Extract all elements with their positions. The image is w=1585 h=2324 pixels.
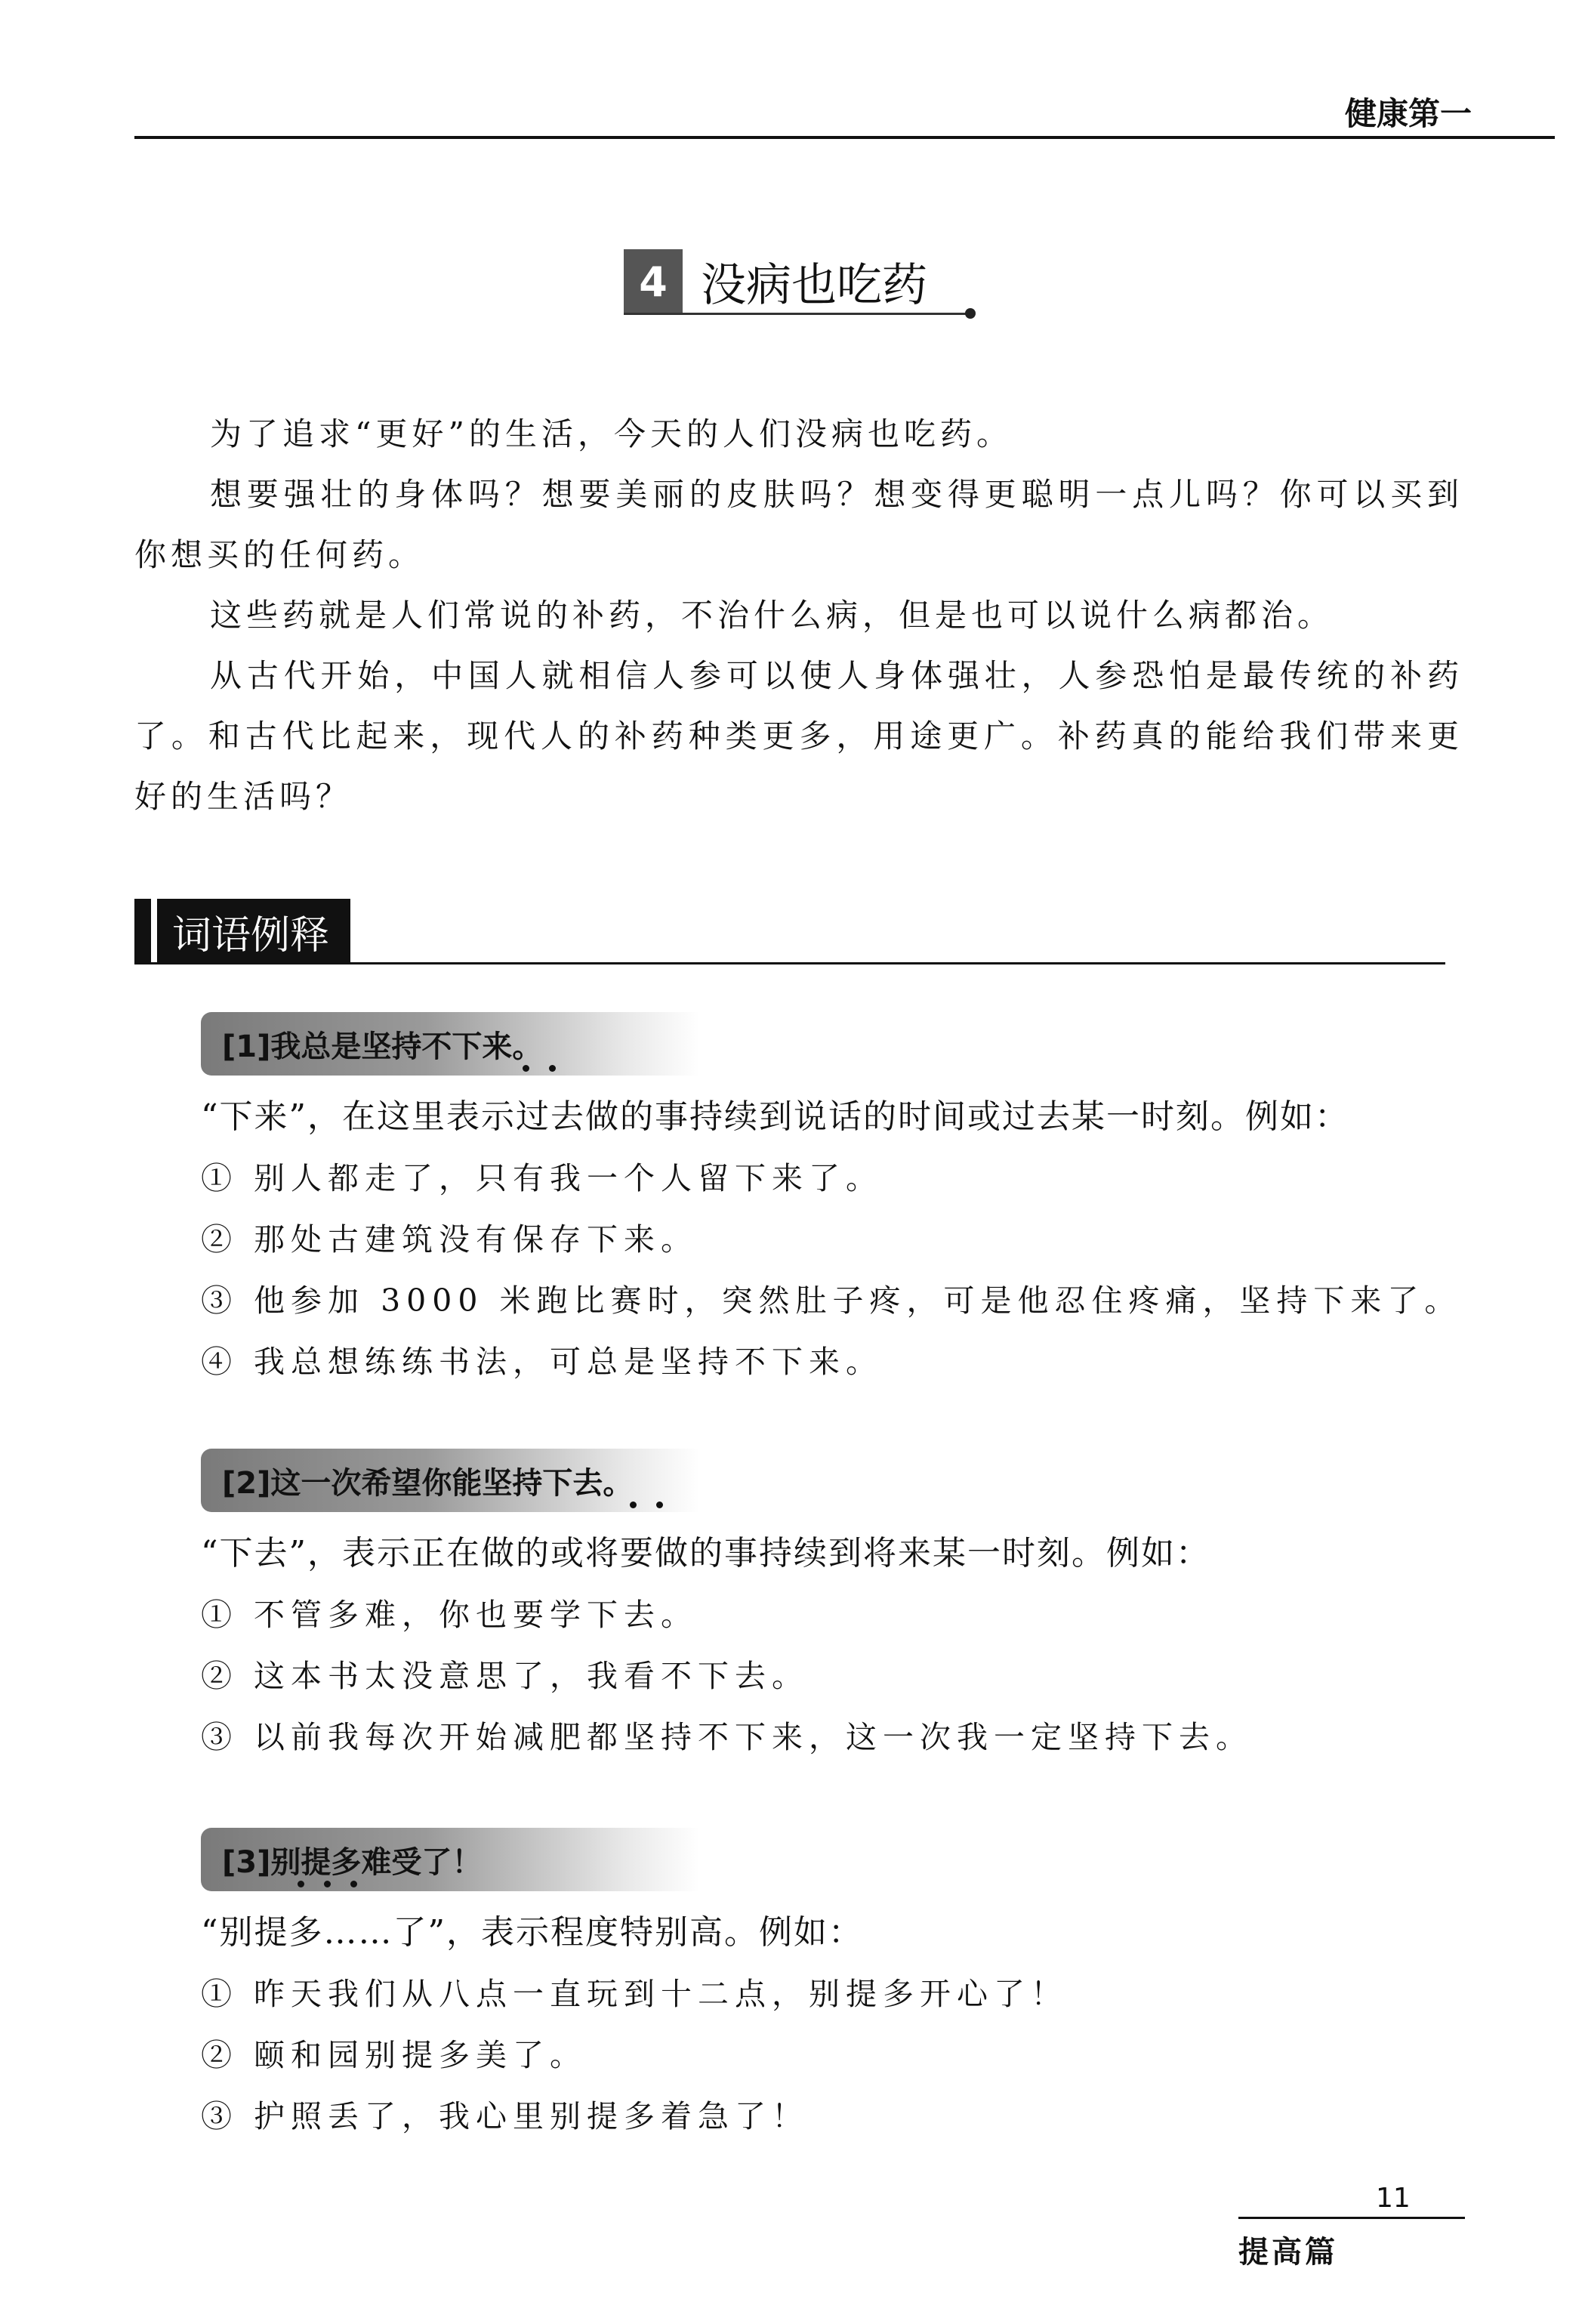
example-sentence: ① 昨天我们从八点一直玩到十二点，别提多开心了！ (201, 1976, 1068, 2012)
lesson-title (624, 249, 927, 314)
word-point-explanation: “下来”，在这里表示过去做的事持续到说话的时间或过去某一时刻。例如： (201, 1097, 1349, 1136)
intro-paragraph: 为了追求“更好”的生活，今天的人们没病也吃药。 (210, 415, 1013, 452)
footer-rule (1238, 2217, 1465, 2219)
header-rule (134, 136, 1555, 139)
section-heading (134, 899, 1445, 964)
word-point-explanation: “别提多……了”，表示程度特别高。例如： (201, 1913, 863, 1952)
example-sentence: ② 那处古建筑没有保存下来。 (201, 1221, 698, 1258)
section-heading-rule (134, 962, 1445, 964)
section-heading-bar (134, 899, 151, 964)
example-list (201, 1585, 1469, 1768)
example-sentence: ③ 护照丢了，我心里别提多着急了！ (201, 2098, 809, 2134)
word-point-tag-text: [1]我总是坚持不下来。 (222, 1029, 543, 1064)
example-sentence: ② 颐和园别提多美了。 (201, 2037, 587, 2073)
intro-paragraph: 这些药就是人们常说的补药，不治什么病，但是也可以说什么病都治。 (210, 597, 1334, 634)
example-sentence: ④ 我总想练练书法，可总是坚持不下来。 (201, 1344, 883, 1380)
word-point-1 (201, 1012, 1469, 1393)
intro-paragraph: 从古代开始，中国人就相信人参可以使人身体强壮，人参恐怕是最传统的补药了。和古代比起来，现代人的补药种类更多，用途更广。补药真的能给我们带来更好的生活吗？ (134, 657, 1463, 815)
example-sentence: ② 这本书太没意思了，我看不下去。 (201, 1658, 809, 1694)
example-list (201, 1964, 1469, 2147)
emphasis-dots (630, 1501, 663, 1508)
lesson-title-underline (624, 313, 971, 315)
word-point-tag (201, 1828, 699, 1891)
word-point-tag-text: [3]别提多难受了！ (222, 1844, 483, 1880)
example-sentence: ① 别人都走了，只有我一个人留下来了。 (201, 1160, 883, 1196)
emphasis-dots (523, 1065, 556, 1072)
word-point-tag (201, 1012, 699, 1076)
word-point-3 (201, 1828, 1469, 2147)
lesson-name: 没病也吃药 (701, 259, 927, 312)
word-point-tag (201, 1449, 699, 1512)
word-point-explanation: “下去”，表示正在做的或将要做的事持续到将来某一时刻。例如： (201, 1534, 1210, 1572)
page-number: 11 (1376, 2183, 1411, 2214)
intro-text (134, 404, 1463, 827)
lesson-title-dot (965, 308, 976, 319)
word-point-tag-text: [2]这一次希望你能坚持下去。 (222, 1465, 634, 1501)
word-point-2 (201, 1449, 1469, 1768)
example-sentence: ③ 以前我每次开始减肥都坚持不下来，这一次我一定坚持下去。 (201, 1719, 1254, 1755)
lesson-number-badge: 4 (624, 249, 683, 314)
footer-label: 提高篇 (1238, 2234, 1338, 2270)
example-list (201, 1148, 1469, 1393)
running-header: 健康第一 (1344, 95, 1472, 132)
example-sentence: ① 不管多难，你也要学下去。 (201, 1597, 698, 1633)
section-heading-label: 词语例释 (157, 899, 350, 964)
emphasis-dots (298, 1881, 357, 1887)
example-sentence: ③ 他参加 3000 米跑比赛时，突然肚子疼，可是他忍住疼痛，坚持下来了。 (201, 1282, 1462, 1319)
intro-paragraph: 想要强壮的身体吗？想要美丽的皮肤吗？想变得更聪明一点儿吗？你可以买到你想买的任何药。 (134, 476, 1463, 573)
